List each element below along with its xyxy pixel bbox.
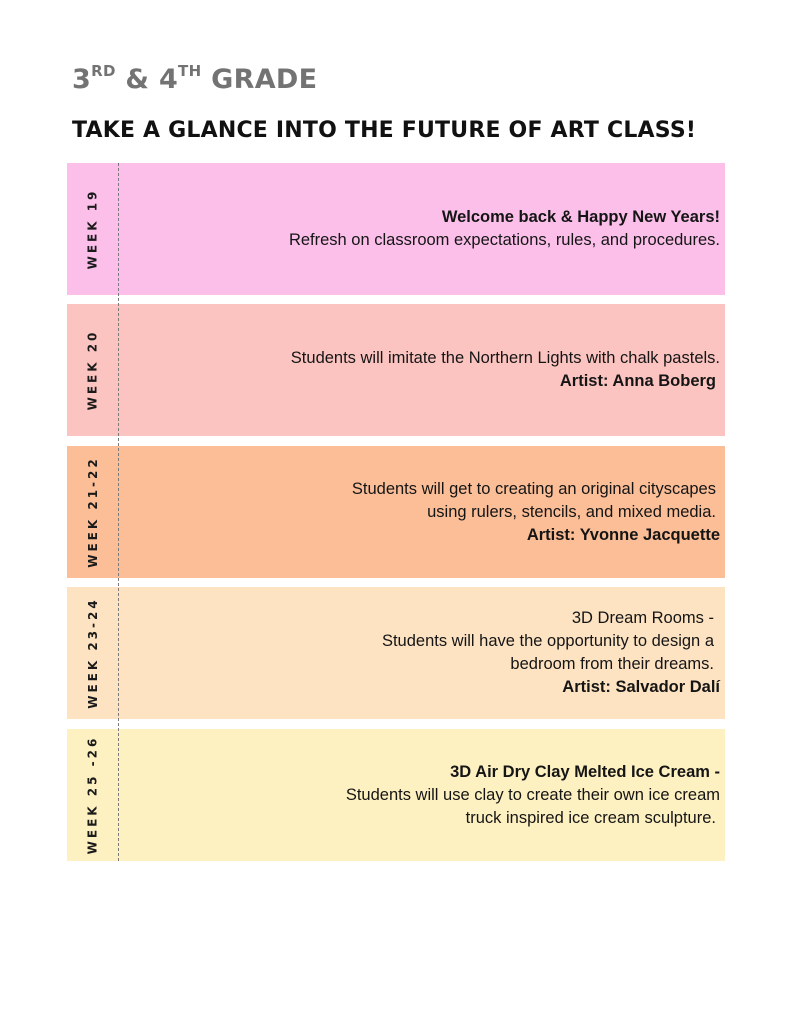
timeline-divider [118,163,119,861]
week-description [160,587,720,719]
week-row-20 [67,304,725,436]
description-line: bedroom from their dreams. [510,655,714,673]
week-row-23-24 [67,587,725,719]
description-line: truck inspired ice cream sculpture. [465,808,716,827]
week-label: WEEK 21-22 [85,456,100,568]
week-label: WEEK 20 [85,329,100,411]
week-row-21-22 [67,446,725,578]
artist-line: Artist: Salvador Dalí [562,678,720,696]
artist-line: Artist: Yvonne Jacquette [526,525,720,544]
grade-word: GRADE [201,64,318,95]
grade-number-3: 3 [72,64,92,95]
week-description [160,163,720,295]
week-label: WEEK 19 [85,188,100,270]
artist-line: Artist: Anna Boberg [559,372,716,390]
project-title-line: 3D Air Dry Clay Melted Ice Cream - [450,762,720,781]
description-line: using rulers, stencils, and mixed media. [427,502,716,521]
grade-number-4: 4 [158,64,179,95]
description-line: Welcome back & Happy New Years! [441,208,720,226]
grade-suffix-rd: RD [91,62,116,80]
description-line: Refresh on classroom expectations, rules, and procedures. [288,231,720,249]
week-row-19 [67,163,725,295]
schedule-timeline [67,163,725,861]
week-description [160,729,720,861]
description-line: Students will have the opportunity to design a [381,632,714,650]
page-subtitle: TAKE A GLANCE INTO THE FUTURE OF ART CLASS! [72,118,697,143]
description-line: Students will get to creating an original cityscapes [351,479,716,498]
description-line: 3D Dream Rooms - [571,609,714,627]
week-description [160,304,720,436]
description-line: Students will use clay to create their own ice cream [345,785,720,804]
description-line: Students will imitate the Northern Lights with chalk pastels. [290,349,720,367]
grade-title [72,64,317,95]
week-label: WEEK 25 -26 [85,735,100,855]
week-label: WEEK 23-24 [85,597,100,709]
week-description [160,446,720,578]
grade-suffix-th: TH [178,62,202,80]
week-row-25-26 [67,729,725,861]
grade-ampersand: & [115,64,159,95]
